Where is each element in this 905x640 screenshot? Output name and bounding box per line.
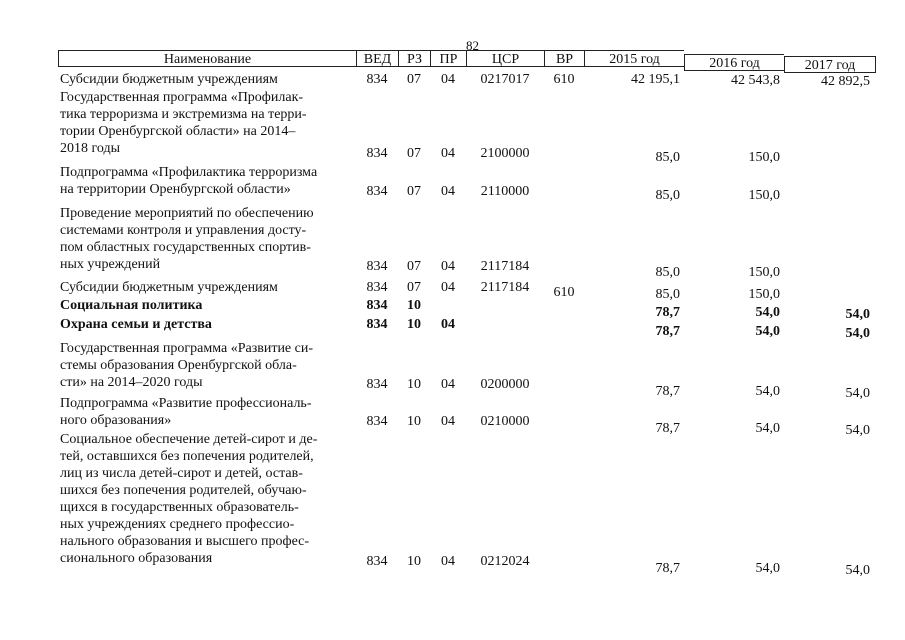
cell-y2015: 78,7 (655, 324, 680, 339)
row-name-line: ного образования» (60, 413, 172, 428)
cell-rz: 07 (407, 146, 421, 161)
cell-csr: 2117184 (480, 280, 530, 295)
row-name-line: тей, оставшихся без попечения родителей, (60, 449, 314, 464)
cell-vr: 610 (553, 285, 575, 300)
row-name-line: Охрана семьи и детства (60, 317, 212, 332)
header-2015: 2015 год (584, 50, 684, 67)
row-name-line: щихся в государственных образователь- (60, 500, 299, 515)
row-name (60, 164, 350, 198)
cell-y2016: 54,0 (755, 324, 780, 339)
cell-pr: 04 (441, 146, 455, 161)
cell-ved: 834 (366, 146, 388, 161)
cell-y2016: 54,0 (755, 421, 780, 436)
cell-y2017: 54,0 (845, 326, 870, 341)
cell-y2015: 78,7 (655, 384, 680, 399)
cell-rz: 10 (407, 317, 421, 332)
cell-y2015: 85,0 (655, 150, 680, 165)
cell-y2016: 150,0 (748, 188, 780, 203)
cell-pr: 04 (441, 280, 455, 295)
cell-csr: 0210000 (480, 414, 530, 429)
row-name-line: ных учреждениях среднего профессио- (60, 517, 295, 532)
row-name-line: 2018 годы (60, 141, 121, 156)
cell-rz: 07 (407, 72, 421, 87)
row-name-line: ных учреждений (60, 257, 161, 272)
row-name (60, 89, 350, 157)
header-2017: 2017 год (784, 56, 876, 73)
row-name-line: тории Оренбургской области» на 2014– (60, 124, 296, 139)
header-rz: РЗ (398, 50, 430, 67)
cell-y2015: 78,7 (655, 421, 680, 436)
row-name-line: сионального образования (60, 551, 213, 566)
cell-pr: 04 (441, 377, 455, 392)
cell-pr: 04 (441, 259, 455, 274)
cell-pr: 04 (441, 72, 455, 87)
cell-rz: 07 (407, 280, 421, 295)
row-name (60, 340, 350, 391)
row-name (60, 297, 350, 314)
cell-rz: 07 (407, 184, 421, 199)
row-name-line: Государственная программа «Профилак- (60, 90, 304, 105)
cell-y2016: 150,0 (748, 265, 780, 280)
row-name-line: Субсидии бюджетным учреждениям (60, 280, 278, 295)
row-name (60, 431, 350, 567)
cell-y2015: 78,7 (655, 561, 680, 576)
cell-csr: 2110000 (480, 184, 530, 199)
cell-y2016: 150,0 (748, 287, 780, 302)
row-name-line: Социальная политика (60, 298, 203, 313)
row-name (60, 71, 350, 88)
cell-csr: 2100000 (480, 146, 530, 161)
cell-y2017: 42 892,5 (821, 74, 870, 89)
cell-ved: 834 (366, 414, 388, 429)
row-name-line: системами контроля и управления досту- (60, 223, 307, 238)
cell-pr: 04 (441, 184, 455, 199)
cell-y2016: 150,0 (748, 150, 780, 165)
cell-rz: 10 (407, 377, 421, 392)
cell-ved: 834 (366, 377, 388, 392)
row-name-line: Подпрограмма «Профилактика терроризма (60, 165, 318, 180)
cell-y2015: 85,0 (655, 265, 680, 280)
cell-pr: 04 (441, 317, 455, 332)
cell-rz: 07 (407, 259, 421, 274)
row-name-line: Государственная программа «Развитие си- (60, 341, 314, 356)
row-name (60, 395, 350, 429)
cell-csr: 2117184 (480, 259, 530, 274)
cell-ved: 834 (366, 298, 388, 313)
cell-y2016: 42 543,8 (731, 73, 780, 88)
header-vr: ВР (544, 50, 584, 67)
cell-ved: 834 (366, 72, 388, 87)
cell-pr: 04 (441, 414, 455, 429)
cell-csr: 0212024 (480, 554, 530, 569)
cell-y2016: 54,0 (755, 384, 780, 399)
cell-y2017: 54,0 (845, 563, 870, 578)
row-name-line: сти» на 2014–2020 годы (60, 375, 203, 390)
cell-y2016: 54,0 (755, 305, 780, 320)
row-name-line: Подпрограмма «Развитие профессиональ- (60, 396, 312, 411)
row-name-line: пом областных государственных спортив- (60, 240, 311, 255)
header-ved: ВЕД (356, 50, 398, 67)
row-name (60, 205, 350, 273)
cell-y2017: 54,0 (845, 423, 870, 438)
cell-y2016: 54,0 (755, 561, 780, 576)
cell-y2017: 54,0 (845, 386, 870, 401)
cell-ved: 834 (366, 184, 388, 199)
cell-rz: 10 (407, 298, 421, 313)
cell-y2015: 42 195,1 (631, 72, 680, 87)
row-name-line: тика терроризма и экстремизма на терри- (60, 107, 307, 122)
cell-y2015: 78,7 (655, 305, 680, 320)
cell-ved: 834 (366, 280, 388, 295)
header-csr: ЦСР (466, 50, 544, 67)
cell-rz: 10 (407, 414, 421, 429)
cell-ved: 834 (366, 554, 388, 569)
cell-ved: 834 (366, 259, 388, 274)
row-name-line: Проведение мероприятий по обеспечению (60, 206, 314, 221)
cell-y2015: 85,0 (655, 188, 680, 203)
row-name-line: стемы образования Оренбургской обла- (60, 358, 297, 373)
cell-vr: 610 (553, 72, 575, 87)
row-name-line: Субсидии бюджетным учреждениям (60, 72, 278, 87)
cell-pr: 04 (441, 554, 455, 569)
row-name (60, 279, 350, 296)
cell-rz: 10 (407, 554, 421, 569)
cell-y2015: 85,0 (655, 287, 680, 302)
header-name: Наименование (58, 50, 356, 67)
cell-y2017: 54,0 (845, 307, 870, 322)
cell-ved: 834 (366, 317, 388, 332)
page-number: 82 (466, 38, 479, 53)
row-name-line: нального образования и высшего профес- (60, 534, 310, 549)
row-name-line: лиц из числа детей-сирот и детей, остав- (60, 466, 303, 481)
header-2016: 2016 год (684, 54, 784, 71)
row-name-line: шихся без попечения родителей, обучаю- (60, 483, 307, 498)
cell-csr: 0217017 (480, 72, 530, 87)
cell-csr: 0200000 (480, 377, 530, 392)
row-name-line: на территории Оренбургской области» (60, 182, 291, 197)
header-pr: ПР (430, 50, 466, 67)
row-name-line: Социальное обеспечение детей-сирот и де- (60, 432, 318, 447)
row-name (60, 316, 350, 333)
